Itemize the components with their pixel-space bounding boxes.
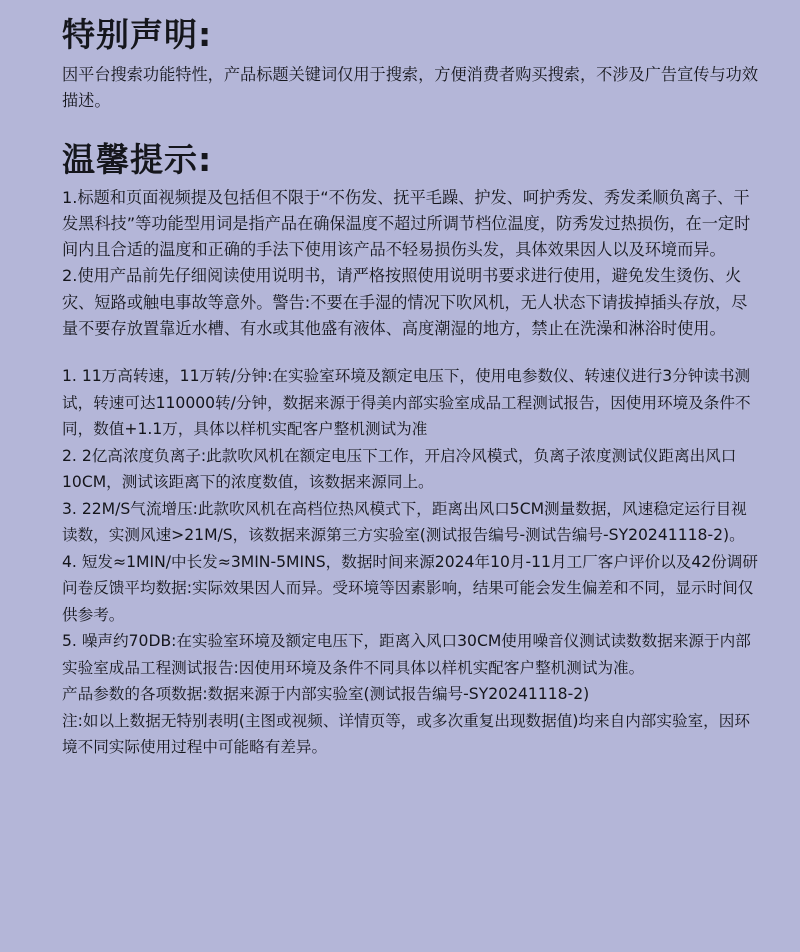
data-note-paragraph: 1. 11万高转速，11万转/分钟:在实验室环境及额定电压下，使用电参数仪、转速仪进行3分钟读书测试，转速可达110000转/分钟，数据来源于得美内部实验室成品工程测试报告，因使用环境及条件不同，数值+1.1万，具体以样机实配客户整机测试为准 — [62, 367, 751, 439]
warm-tip-paragraph: 1.标题和页面视频提及包括但不限于“不伤发、抚平毛躁、护发、呵护秀发、秀发柔顺负离子、干发黑科技”等功能型用词是指产品在确保温度不超过所调节档位温度，防秀发过热损伤，在一定时间内且合适的温度和正确的手法下使用该产品不轻易损伤头发，具体效果因人以及环境而异。 — [62, 187, 751, 260]
data-note-paragraph: 2. 2亿高浓度负离子:此款吹风机在额定电压下工作，开启冷风模式，负离子浓度测试仪距离出风口10CM，测试该距离下的浓度数值，该数据来源同上。 — [62, 446, 737, 492]
warm-tips-heading: 温馨提示: — [62, 139, 213, 179]
special-notice-section — [62, 12, 762, 115]
warm-tip-paragraph: 2.使用产品前先仔细阅读使用说明书，请严格按照使用说明书要求进行使用，避免发生烫伤、火灾、短路或触电事故等意外。警告:不要在手湿的情况下吹风机，无人状态下请拔掉插头存放，尽量不要存放置靠近水槽、有水或其他盛有液体、高度潮湿的地方，禁止在洗澡和淋浴时使用。 — [62, 266, 748, 339]
data-note-paragraph: 4. 短发≈1MIN/中长发≈3MIN-5MINS，数据时间来源2024年10月-11月工厂客户评价以及42份调研问卷反馈平均数据:实际效果因人而异。受环境等因素影响，结果可能会发生偏差和不同，显示时间仅供参考。 — [62, 552, 758, 624]
data-source-notes-section — [62, 363, 762, 761]
special-notice-text: 因平台搜索功能特性，产品标题关键词仅用于搜索，方便消费者购买搜索，不涉及广告宣传与功效描述。 — [62, 65, 759, 111]
special-notice-heading: 特别声明: — [62, 15, 213, 54]
data-note-paragraph: 5. 噪声约70DB:在实验室环境及额定电压下，距离入风口30CM使用噪音仪测试读数数据来源于内部实验室成品工程测试报告:因使用环境及条件不同具体以样机实配客户整机测试为准。 — [62, 632, 751, 677]
warm-tips-section — [62, 137, 762, 343]
data-note-paragraph: 注:如以上数据无特别表明(主图或视频、详情页等，或多次重复出现数据值)均来自内部实验室，因环境不同实际使用过程中可能略有差异。 — [62, 711, 750, 757]
data-note-paragraph: 3. 22M/S气流增压:此款吹风机在高档位热风模式下，距离出风口5CM测量数据，风速稳定运行目视读数，实测风速>21M/S，该数据来源第三方实验室(测试报告编号-测试告编号-SY20241118-2)。 — [62, 499, 747, 545]
data-note-paragraph: 产品参数的各项数据:数据来源于内部实验室(测试报告编号-SY20241118-2) — [62, 685, 590, 704]
